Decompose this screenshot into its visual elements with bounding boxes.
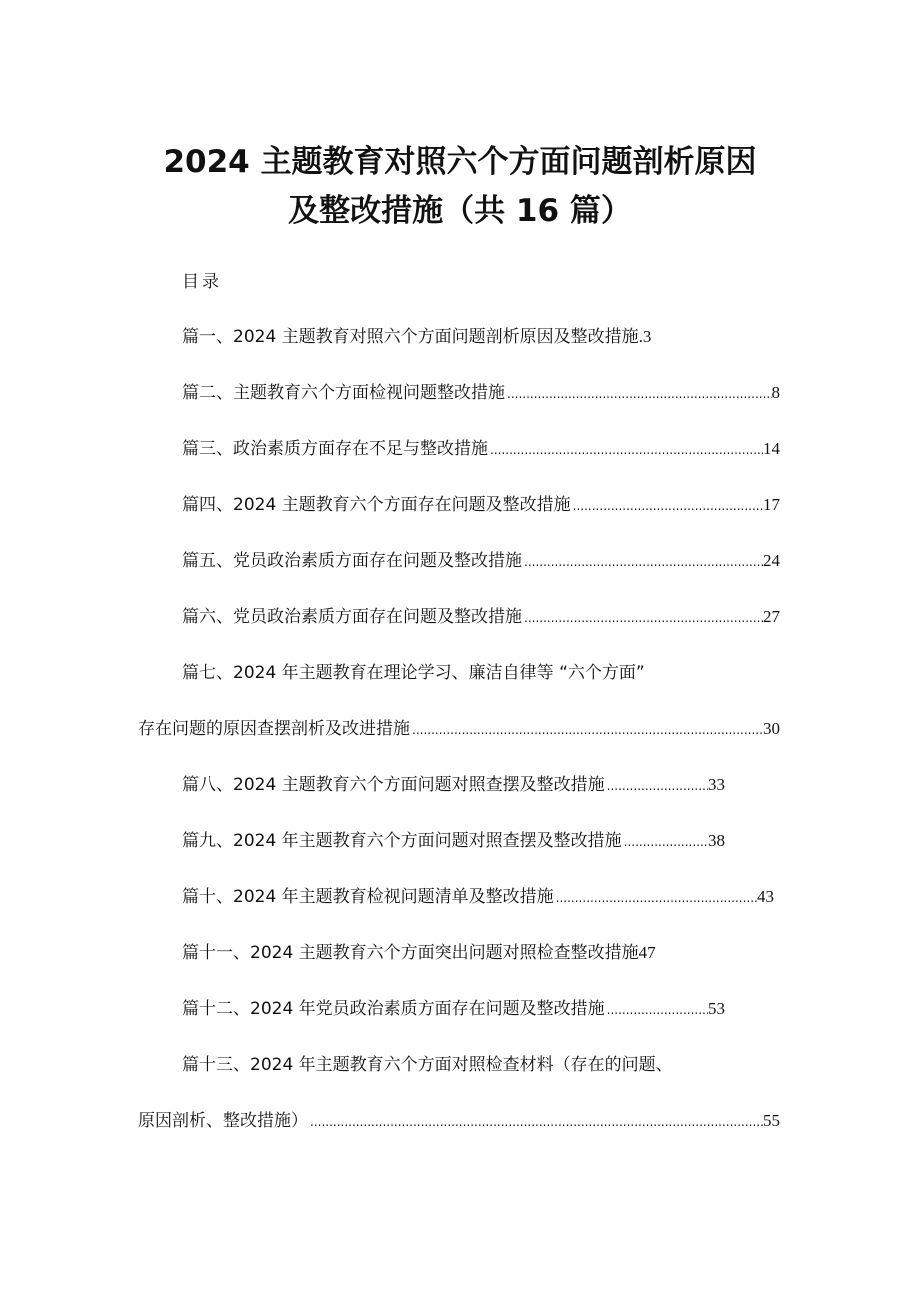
toc-entry-page: 53	[708, 999, 725, 1018]
toc-entry-title: 存在问题的原因查摆剖析及改进措施	[138, 719, 410, 739]
toc-entry[interactable]	[182, 602, 780, 632]
toc-entry-page: .3	[638, 327, 652, 346]
toc-entry-page: 14	[763, 439, 780, 458]
toc-entry[interactable]	[182, 882, 774, 912]
toc-entry-title: 篇五、党员政治素质方面存在问题及整改措施	[182, 551, 522, 571]
toc-entry-title: 篇十一、2024 主题教育六个方面突出问题对照检查整改措施	[182, 943, 639, 963]
toc-entry-title: 篇十二、2024 年党员政治素质方面存在问题及整改措施	[182, 999, 605, 1019]
toc-entry[interactable]	[182, 1050, 782, 1080]
toc-entry-title: 篇三、政治素质方面存在不足与整改措施	[182, 439, 488, 459]
toc-entry-continuation[interactable]	[138, 1106, 780, 1136]
toc-leader-dots	[524, 602, 763, 633]
toc-entry[interactable]	[182, 546, 780, 576]
toc-leader-dots	[607, 994, 708, 1025]
toc-entry[interactable]	[182, 434, 780, 464]
toc-entry[interactable]	[182, 658, 782, 688]
toc-leader-dots	[607, 770, 708, 801]
toc-entry-page: 27	[763, 607, 780, 626]
toc-leader-dots	[310, 1106, 763, 1137]
toc-entry-title: 篇二、主题教育六个方面检视问题整改措施	[182, 383, 505, 403]
toc-entry-page: 55	[763, 1111, 780, 1130]
toc-entry-page: 43	[757, 887, 774, 906]
toc-entry[interactable]	[182, 826, 725, 856]
toc-entry[interactable]	[182, 994, 725, 1024]
toc-leader-dots	[412, 714, 763, 745]
toc-leader-dots	[556, 882, 757, 913]
toc-entry-page: 30	[763, 719, 780, 738]
document-title-line-1: 2024 主题教育对照六个方面问题剖析原因	[163, 144, 757, 180]
toc-entry-title: 篇四、2024 主题教育六个方面存在问题及整改措施	[182, 495, 571, 515]
toc-entry-title: 篇十三、2024 年主题教育六个方面对照检查材料（存在的问题、	[182, 1055, 673, 1075]
document-title-line-2: 及整改措施（共 16 篇）	[288, 193, 632, 229]
toc-entry[interactable]	[182, 490, 780, 520]
toc-entry-page: 17	[763, 495, 780, 514]
toc-entry-title: 篇六、党员政治素质方面存在问题及整改措施	[182, 607, 522, 627]
toc-heading: 目录	[182, 272, 222, 292]
toc-entry-title: 篇十、2024 年主题教育检视问题清单及整改措施	[182, 887, 554, 907]
toc-entry-title: 篇一、2024 主题教育对照六个方面问题剖析原因及整改措施	[182, 327, 639, 347]
toc-entry-title: 篇八、2024 主题教育六个方面问题对照查摆及整改措施	[182, 775, 605, 795]
toc-entry-title: 原因剖析、整改措施）	[138, 1111, 308, 1131]
toc-entry[interactable]	[182, 938, 742, 968]
toc-entry[interactable]	[182, 770, 725, 800]
toc-entry-title: 篇九、2024 年主题教育六个方面问题对照查摆及整改措施	[182, 831, 622, 851]
toc-entry-page: 38	[708, 831, 725, 850]
toc-entry-page: 47	[638, 943, 656, 962]
toc-leader-dots	[490, 434, 763, 465]
toc-entry-page: 33	[708, 775, 725, 794]
toc-entry-page: 24	[763, 551, 780, 570]
toc-entry[interactable]	[182, 322, 742, 352]
toc-leader-dots	[507, 378, 772, 409]
toc-entry-title: 篇七、2024 年主题教育在理论学习、廉洁自律等 “六个方面”	[182, 663, 645, 683]
toc-leader-dots	[573, 490, 763, 521]
toc-entry-page: 8	[771, 383, 780, 402]
toc-leader-dots	[524, 546, 763, 577]
toc-entry[interactable]	[182, 378, 780, 408]
toc-leader-dots	[624, 826, 708, 857]
toc-entry-continuation[interactable]	[138, 714, 780, 744]
